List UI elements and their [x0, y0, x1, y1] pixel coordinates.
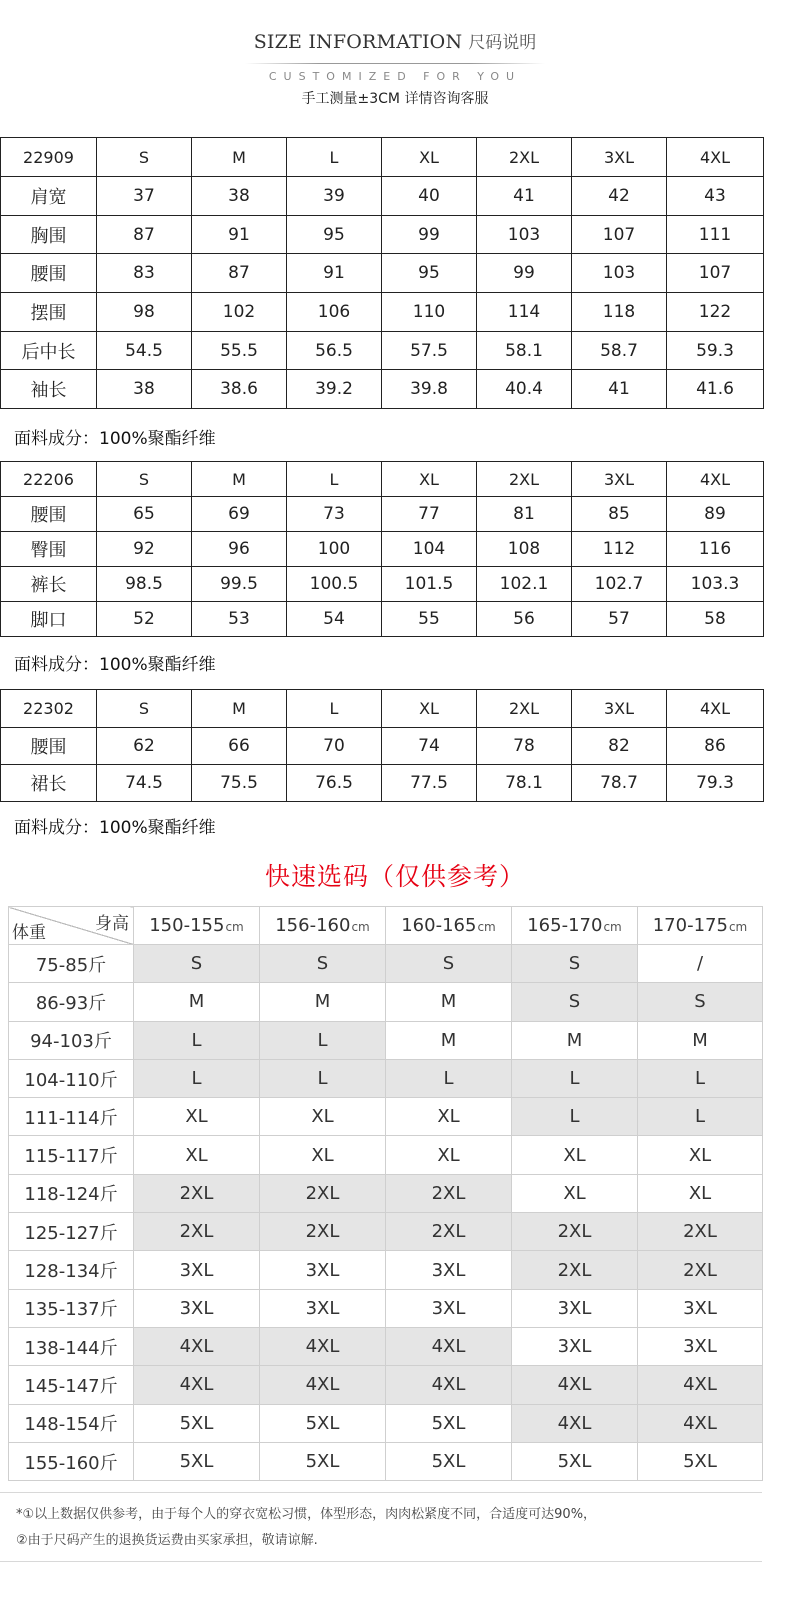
header-title-en: SIZE INFORMATION [253, 31, 463, 53]
recommended-size: M [260, 983, 386, 1021]
measurement-value: 82 [572, 728, 667, 765]
recommended-size: 3XL [260, 1289, 386, 1327]
measurement-value: 70 [287, 728, 382, 765]
recommended-size: 3XL [512, 1289, 638, 1327]
weight-range: 94-103斤 [9, 1021, 134, 1059]
fabric-composition: 面料成分：100%聚酯纤维 [14, 429, 216, 449]
footnote-1: *①以上数据仅供参考，由于每个人的穿衣宽松习惯，体型形态，肉肉松紧度不同，合适度可达90%， [16, 1507, 597, 1522]
quick-row [9, 945, 763, 983]
weight-range: 104-110斤 [9, 1059, 134, 1097]
recommended-size: 5XL [386, 1404, 512, 1442]
height-range-cell [260, 907, 386, 945]
recommended-size: M [638, 1021, 763, 1059]
table-header-row [1, 462, 764, 497]
recommended-size: 4XL [638, 1366, 763, 1404]
header-divider [245, 63, 545, 64]
measurement-value: 100.5 [287, 567, 382, 602]
measurement-value: 110 [382, 293, 477, 332]
quick-select-table [8, 906, 763, 1481]
measurement-label: 肩宽 [1, 177, 97, 216]
recommended-size: 4XL [386, 1366, 512, 1404]
measurement-value: 81 [477, 497, 572, 532]
measurement-value: 78.1 [477, 765, 572, 802]
measurement-value: 76.5 [287, 765, 382, 802]
measurement-value: 96 [192, 532, 287, 567]
size-header-cell: 2XL [477, 690, 572, 728]
measurement-value: 39 [287, 177, 382, 216]
weight-range: 155-160斤 [9, 1442, 134, 1480]
measurement-label: 脚口 [1, 602, 97, 637]
measurement-value: 58 [667, 602, 764, 637]
recommended-size: XL [638, 1136, 763, 1174]
measurement-value: 107 [667, 254, 764, 293]
quick-header-row [9, 907, 763, 945]
quick-row [9, 1136, 763, 1174]
measurement-value: 73 [287, 497, 382, 532]
header-title-cn: 尺码说明 [468, 33, 537, 53]
measurement-value: 77.5 [382, 765, 477, 802]
recommended-size: 2XL [260, 1213, 386, 1251]
weight-range: 135-137斤 [9, 1289, 134, 1327]
measurement-value: 77 [382, 497, 477, 532]
measurement-value: 112 [572, 532, 667, 567]
measurement-value: 118 [572, 293, 667, 332]
recommended-size: S [134, 945, 260, 983]
recommended-size: L [512, 1059, 638, 1097]
recommended-size: 2XL [260, 1174, 386, 1212]
measurement-value: 40 [382, 177, 477, 216]
recommended-size: XL [260, 1098, 386, 1136]
recommended-size: 3XL [260, 1251, 386, 1289]
table-row [1, 567, 764, 602]
measurement-label: 裤长 [1, 567, 97, 602]
style-code: 22909 [1, 138, 97, 177]
recommended-size: L [638, 1098, 763, 1136]
recommended-size: XL [512, 1136, 638, 1174]
height-unit: cm [603, 920, 622, 934]
recommended-size: 3XL [134, 1251, 260, 1289]
measurement-value: 54.5 [97, 331, 192, 370]
recommended-size: L [386, 1059, 512, 1097]
recommended-size: 5XL [260, 1404, 386, 1442]
table-row [1, 728, 764, 765]
measurement-value: 41 [477, 177, 572, 216]
measurement-label: 摆围 [1, 293, 97, 332]
measurement-value: 78.7 [572, 765, 667, 802]
recommended-size: L [260, 1021, 386, 1059]
table-row [1, 497, 764, 532]
measurement-value: 122 [667, 293, 764, 332]
measurement-value: 52 [97, 602, 192, 637]
quick-row [9, 1289, 763, 1327]
recommended-size: 2XL [386, 1213, 512, 1251]
recommended-size: S [260, 945, 386, 983]
height-unit: cm [728, 920, 748, 934]
measurement-value: 75.5 [192, 765, 287, 802]
measurement-value: 92 [97, 532, 192, 567]
style-code: 22206 [1, 462, 97, 497]
size-header-cell: S [97, 462, 192, 497]
measurement-value: 69 [192, 497, 287, 532]
height-range-cell [386, 907, 512, 945]
recommended-size: S [386, 945, 512, 983]
measurement-value: 40.4 [477, 370, 572, 409]
quick-row [9, 1021, 763, 1059]
recommended-size: 3XL [638, 1289, 763, 1327]
recommended-size: M [386, 983, 512, 1021]
recommended-size: 4XL [512, 1366, 638, 1404]
measurement-value: 57.5 [382, 331, 477, 370]
measurement-value: 55 [382, 602, 477, 637]
measurement-value: 74 [382, 728, 477, 765]
recommended-size: XL [512, 1174, 638, 1212]
recommended-size: L [260, 1059, 386, 1097]
recommended-size: 2XL [638, 1251, 763, 1289]
measurement-value: 103 [572, 254, 667, 293]
recommended-size: M [386, 1021, 512, 1059]
size-header-cell: 4XL [667, 690, 764, 728]
measurement-value: 37 [97, 177, 192, 216]
recommended-size: 5XL [512, 1442, 638, 1480]
footnote-box [0, 1492, 762, 1562]
measurement-value: 108 [477, 532, 572, 567]
quick-row [9, 1213, 763, 1251]
recommended-size: 3XL [386, 1251, 512, 1289]
recommended-size: XL [638, 1174, 763, 1212]
quick-row [9, 1251, 763, 1289]
size-header-cell: M [192, 138, 287, 177]
recommended-size: L [512, 1098, 638, 1136]
measurement-value: 54 [287, 602, 382, 637]
measurement-value: 103 [477, 215, 572, 254]
measurement-value: 102.1 [477, 567, 572, 602]
header-note: 手工测量±3CM 详情咨询客服 [301, 91, 489, 107]
recommended-size: XL [134, 1136, 260, 1174]
measurement-value: 66 [192, 728, 287, 765]
quick-select-title: 快速选码（仅供参考） [264, 862, 525, 891]
height-axis-label: 身高 [95, 914, 129, 934]
measurement-value: 98.5 [97, 567, 192, 602]
measurement-value: 38 [97, 370, 192, 409]
measurement-value: 111 [667, 215, 764, 254]
measurement-value: 41.6 [667, 370, 764, 409]
height-range: 160-165 [401, 915, 477, 936]
recommended-size: L [638, 1059, 763, 1097]
measurement-value: 62 [97, 728, 192, 765]
height-unit: cm [477, 920, 496, 934]
recommended-size: 2XL [134, 1174, 260, 1212]
measurement-value: 101.5 [382, 567, 477, 602]
measurement-value: 103.3 [667, 567, 764, 602]
measurement-value: 56 [477, 602, 572, 637]
size-table-0 [0, 137, 764, 409]
table-row [1, 765, 764, 802]
recommended-size: 5XL [260, 1442, 386, 1480]
measurement-value: 116 [667, 532, 764, 567]
weight-axis-label: 体重 [12, 923, 46, 943]
quick-row [9, 1442, 763, 1480]
measurement-value: 56.5 [287, 331, 382, 370]
measurement-value: 43 [667, 177, 764, 216]
weight-range: 128-134斤 [9, 1251, 134, 1289]
measurement-value: 55.5 [192, 331, 287, 370]
recommended-size: M [134, 983, 260, 1021]
quick-row [9, 1404, 763, 1442]
weight-range: 115-117斤 [9, 1136, 134, 1174]
recommended-size: S [638, 983, 763, 1021]
measurement-value: 53 [192, 602, 287, 637]
recommended-size: 5XL [134, 1404, 260, 1442]
measurement-value: 99 [382, 215, 477, 254]
measurement-label: 袖长 [1, 370, 97, 409]
table-row [1, 293, 764, 332]
measurement-value: 95 [382, 254, 477, 293]
recommended-size: 2XL [512, 1251, 638, 1289]
recommended-size: 2XL [638, 1213, 763, 1251]
measurement-value: 102.7 [572, 567, 667, 602]
size-header-cell: 4XL [667, 462, 764, 497]
size-table-2 [0, 689, 764, 802]
height-unit: cm [225, 920, 244, 934]
recommended-size: XL [134, 1098, 260, 1136]
height-range: 150-155 [149, 915, 225, 936]
measurement-label: 后中长 [1, 331, 97, 370]
measurement-value: 86 [667, 728, 764, 765]
measurement-label: 臀围 [1, 532, 97, 567]
height-range-cell [134, 907, 260, 945]
size-header-cell: L [287, 690, 382, 728]
size-header-cell: L [287, 462, 382, 497]
quick-row [9, 983, 763, 1021]
recommended-size: / [638, 945, 763, 983]
quick-row [9, 1366, 763, 1404]
measurement-value: 91 [192, 215, 287, 254]
recommended-size: 3XL [638, 1327, 763, 1365]
measurement-value: 65 [97, 497, 192, 532]
weight-range: 86-93斤 [9, 983, 134, 1021]
weight-range: 148-154斤 [9, 1404, 134, 1442]
recommended-size: XL [386, 1136, 512, 1174]
measurement-value: 99.5 [192, 567, 287, 602]
measurement-value: 79.3 [667, 765, 764, 802]
size-table-1 [0, 461, 764, 637]
height-range: 170-175 [652, 915, 728, 936]
header-subtitle: CUSTOMIZED FOR YOU [268, 70, 522, 83]
recommended-size: S [512, 945, 638, 983]
measurement-label: 腰围 [1, 497, 97, 532]
height-unit: cm [351, 920, 370, 934]
size-header-cell: XL [382, 462, 477, 497]
table-row [1, 254, 764, 293]
measurement-value: 38.6 [192, 370, 287, 409]
recommended-size: 2XL [512, 1213, 638, 1251]
size-header-cell: 3XL [572, 462, 667, 497]
recommended-size: 4XL [260, 1366, 386, 1404]
recommended-size: L [134, 1059, 260, 1097]
recommended-size: 4XL [134, 1366, 260, 1404]
recommended-size: XL [386, 1098, 512, 1136]
recommended-size: 2XL [386, 1174, 512, 1212]
measurement-value: 58.1 [477, 331, 572, 370]
style-code: 22302 [1, 690, 97, 728]
weight-range: 118-124斤 [9, 1174, 134, 1212]
measurement-value: 114 [477, 293, 572, 332]
quick-row [9, 1098, 763, 1136]
measurement-label: 裙长 [1, 765, 97, 802]
height-range-cell [512, 907, 638, 945]
measurement-value: 58.7 [572, 331, 667, 370]
recommended-size: 3XL [386, 1289, 512, 1327]
size-header-cell: 2XL [477, 462, 572, 497]
measurement-value: 41 [572, 370, 667, 409]
size-header-cell: XL [382, 138, 477, 177]
quick-row [9, 1059, 763, 1097]
measurement-value: 100 [287, 532, 382, 567]
recommended-size: 3XL [512, 1327, 638, 1365]
recommended-size: 5XL [386, 1442, 512, 1480]
recommended-size: 4XL [386, 1327, 512, 1365]
recommended-size: 4XL [260, 1327, 386, 1365]
measurement-value: 39.2 [287, 370, 382, 409]
weight-range: 145-147斤 [9, 1366, 134, 1404]
measurement-value: 57 [572, 602, 667, 637]
measurement-value: 107 [572, 215, 667, 254]
weight-range: 138-144斤 [9, 1327, 134, 1365]
quick-row [9, 1327, 763, 1365]
measurement-value: 78 [477, 728, 572, 765]
recommended-size: 5XL [134, 1442, 260, 1480]
weight-range: 75-85斤 [9, 945, 134, 983]
measurement-label: 腰围 [1, 254, 97, 293]
recommended-size: 4XL [638, 1404, 763, 1442]
measurement-value: 85 [572, 497, 667, 532]
footnote-2: ②由于尺码产生的退换货运费由买家承担，敬请谅解. [16, 1533, 318, 1548]
table-row [1, 602, 764, 637]
weight-range: 111-114斤 [9, 1098, 134, 1136]
recommended-size: M [512, 1021, 638, 1059]
size-header-cell: S [97, 690, 192, 728]
recommended-size: 4XL [512, 1404, 638, 1442]
measurement-value: 38 [192, 177, 287, 216]
measurement-value: 89 [667, 497, 764, 532]
table-row [1, 177, 764, 216]
recommended-size: XL [260, 1136, 386, 1174]
measurement-label: 腰围 [1, 728, 97, 765]
measurement-value: 83 [97, 254, 192, 293]
size-header-cell: M [192, 690, 287, 728]
recommended-size: 5XL [638, 1442, 763, 1480]
recommended-size: 3XL [134, 1289, 260, 1327]
height-range-cell [638, 907, 763, 945]
measurement-value: 87 [97, 215, 192, 254]
measurement-value: 98 [97, 293, 192, 332]
fabric-composition: 面料成分：100%聚酯纤维 [14, 818, 216, 838]
recommended-size: 4XL [134, 1327, 260, 1365]
size-header-cell: 3XL [572, 690, 667, 728]
measurement-value: 102 [192, 293, 287, 332]
weight-range: 125-127斤 [9, 1213, 134, 1251]
size-header-cell: 3XL [572, 138, 667, 177]
size-header-cell: L [287, 138, 382, 177]
recommended-size: 2XL [134, 1213, 260, 1251]
recommended-size: L [134, 1021, 260, 1059]
table-row [1, 370, 764, 409]
measurement-value: 87 [192, 254, 287, 293]
size-header-cell: 4XL [667, 138, 764, 177]
table-row [1, 532, 764, 567]
measurement-value: 99 [477, 254, 572, 293]
table-row [1, 331, 764, 370]
size-header-cell: S [97, 138, 192, 177]
height-range: 156-160 [275, 915, 351, 936]
size-header-cell: 2XL [477, 138, 572, 177]
measurement-value: 104 [382, 532, 477, 567]
recommended-size: S [512, 983, 638, 1021]
header-title [0, 28, 790, 53]
table-row [1, 215, 764, 254]
quick-row [9, 1174, 763, 1212]
table-header-row [1, 138, 764, 177]
corner-cell [9, 907, 134, 945]
measurement-label: 胸围 [1, 215, 97, 254]
measurement-value: 42 [572, 177, 667, 216]
size-header-cell: M [192, 462, 287, 497]
measurement-value: 106 [287, 293, 382, 332]
measurement-value: 59.3 [667, 331, 764, 370]
measurement-value: 91 [287, 254, 382, 293]
measurement-value: 39.8 [382, 370, 477, 409]
table-header-row [1, 690, 764, 728]
size-header-cell: XL [382, 690, 477, 728]
measurement-value: 74.5 [97, 765, 192, 802]
fabric-composition: 面料成分：100%聚酯纤维 [14, 655, 216, 675]
height-range: 165-170 [527, 915, 603, 936]
measurement-value: 95 [287, 215, 382, 254]
